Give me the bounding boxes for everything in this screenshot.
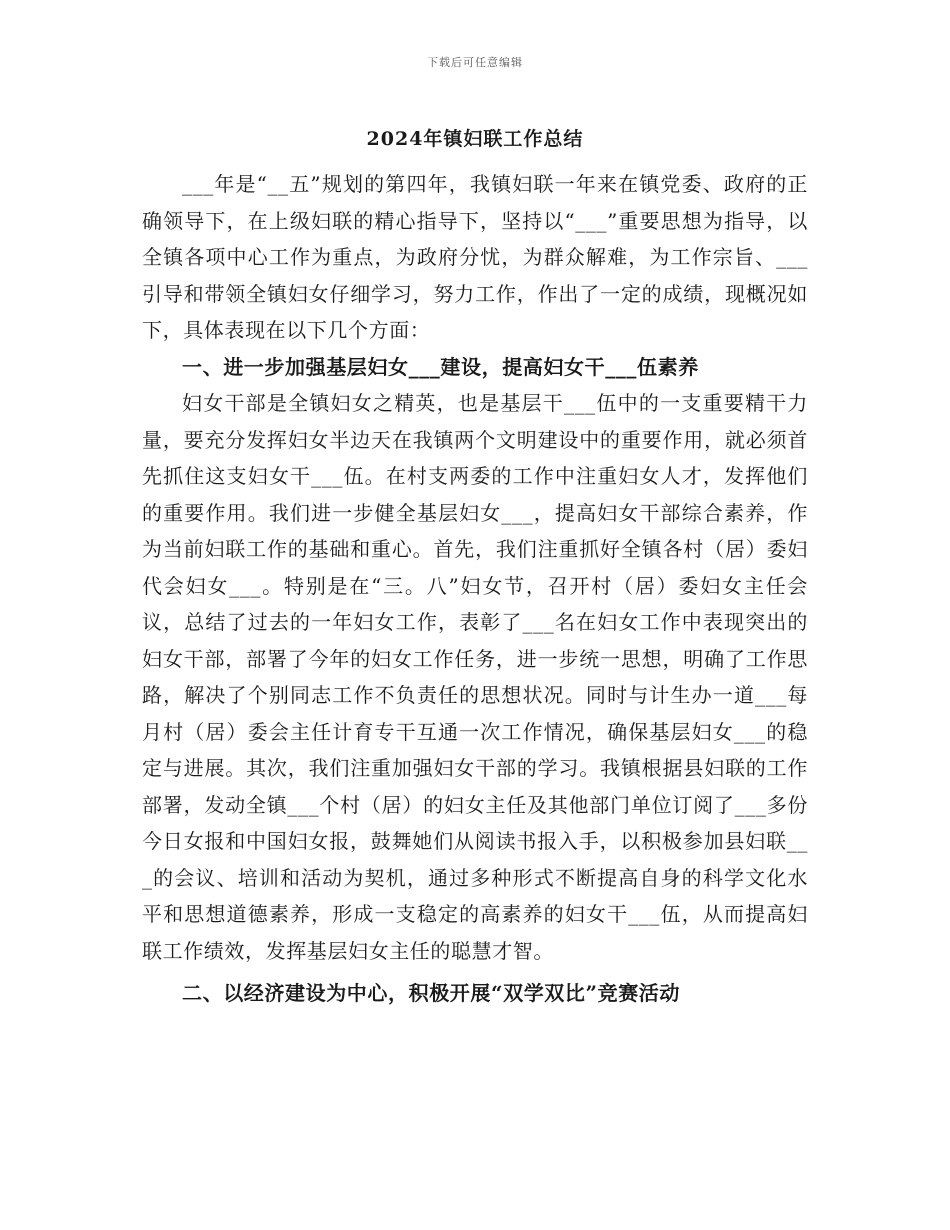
document-title: 2024年镇妇联工作总结 [366, 128, 584, 150]
document-body [142, 166, 808, 1012]
header-note: 下载后可任意编辑 [427, 56, 523, 69]
intro-paragraph: ___年是“__五”规划的第四年，我镇妇联一年来在镇党委、政府的正确领导下，在上级妇联的精心指导下，坚持以“___”重要思想为指导，以全镇各项中心工作为重点，为政府分忧，为群众解难，为工作宗旨、___引导和带领全镇妇女仔细学习，努力工作，作出了一定的成绩，现概况如下，具体表现在以下几个方面： [142, 172, 808, 342]
section-1-heading: 一、进一步加强基层妇女___建设，提高妇女干___伍素养 [182, 354, 699, 379]
section-2-heading: 二、以经济建设为中心，积极开展“双学双比”竞赛活动 [182, 981, 681, 1005]
section-1-paragraph: 妇女干部是全镇妇女之精英，也是基层干___伍中的一支重要精干力量，要充分发挥妇女半边天在我镇两个文明建设中的重要作用，就必须首先抓住这支妇女干___伍。在村支两委的工作中注重妇女人才，发挥他们的重要作用。我们进一步健全基层妇女___，提高妇女干部综合素养，作为当前妇联工作的基础和重心。首先，我们注重抓好全镇各村（居）委妇代会妇女___。特别是在“三。八”妇女节，召开村（居）委妇女主任会议，总结了过去的一年妇女工作，表彰了___名在妇女工作中表现突出的妇女干部，部署了今年的妇女工作任务，进一步统一思想，明确了工作思路，解决了个别同志工作不负责任的思想状况。同时与计生办一道___每月村（居）委会主任计育专干互通一次工作情况，确保基层妇女___的稳定与进展。其次，我们注重加强妇女干部的学习。我镇根据县妇联的工作部署，发动全镇___个村（居）的妇女主任及其他部门单位订阅了___多份今日女报和中国妇女报，鼓舞她们从阅读书报入手，以积极参加县妇联___的会议、培训和活动为契机，通过多种形式不断提高自身的科学文化水平和思想道德素养，形成一支稳定的高素养的妇女干___伍，从而提高妇联工作绩效，发挥基层妇女主任的聪慧才智。 [142, 391, 808, 963]
